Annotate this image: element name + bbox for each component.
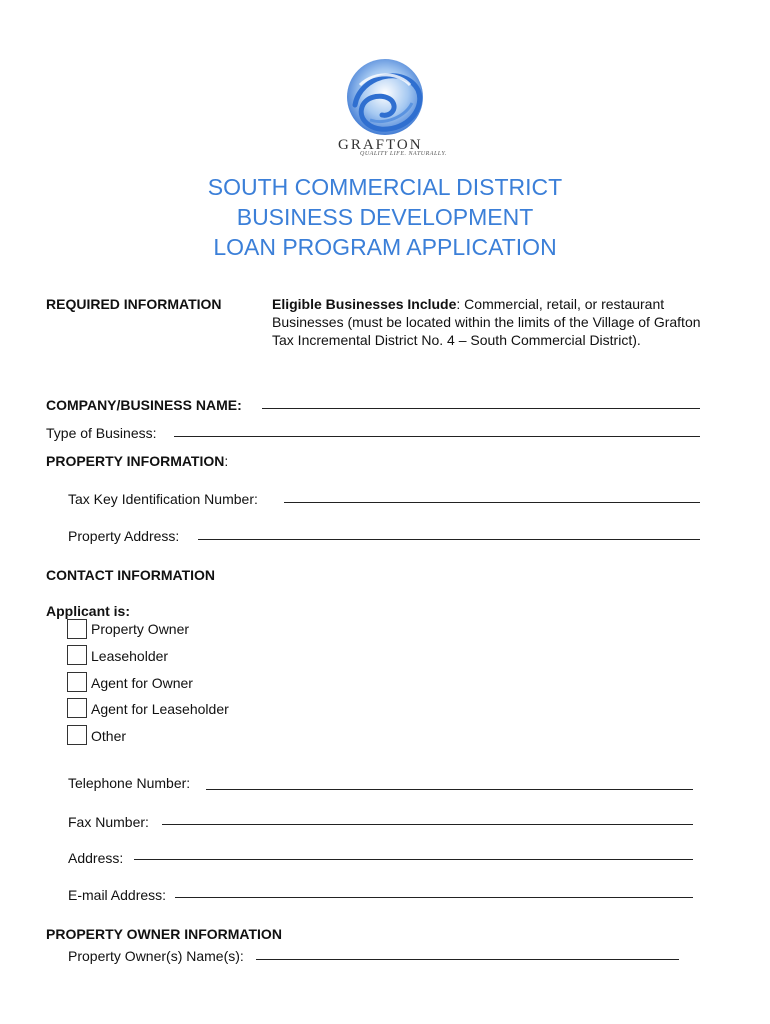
required-info-heading: REQUIRED INFORMATION (46, 296, 222, 312)
email-label: E-mail Address: (68, 887, 167, 903)
checkbox-other[interactable] (67, 725, 87, 745)
checkbox-agent-for-leaseholder[interactable] (67, 698, 87, 718)
option-property-owner-label: Property Owner (91, 621, 190, 637)
company-name-label: COMPANY/BUSINESS NAME: (46, 397, 242, 413)
applicant-is-label: Applicant is: (46, 603, 131, 619)
document-title (0, 172, 770, 262)
option-other-label: Other (91, 728, 127, 744)
logo-brand: GRAFTON (338, 137, 423, 153)
company-name-field[interactable] (262, 408, 700, 409)
eligible-label: Eligible Businesses Include (272, 296, 457, 312)
tax-key-label: Tax Key Identification Number: (68, 491, 258, 507)
option-agent-for-owner-label: Agent for Owner (91, 675, 193, 691)
email-field[interactable] (175, 897, 693, 898)
eligible-description: : Commercial, retail, or restaurant Businesses (must be located within the limits of the Village of Grafton Tax Incremental District No. 4 – South Commercial District). (272, 296, 701, 348)
property-owner-info-heading: PROPERTY OWNER INFORMATION (46, 926, 282, 942)
property-owner-names-label: Property Owner(s) Name(s): (68, 948, 244, 964)
address-label: Address: (68, 850, 124, 866)
option-agent-for-leaseholder-label: Agent for Leaseholder (91, 701, 229, 717)
checkbox-leaseholder[interactable] (67, 645, 87, 665)
title-line-1: SOUTH COMMERCIAL DISTRICT (207, 174, 563, 200)
property-address-label: Property Address: (68, 528, 180, 544)
eligible-businesses-text (272, 295, 722, 349)
logo-tagline: QUALITY LIFE. NATURALLY. (360, 151, 447, 157)
type-of-business-field[interactable] (174, 436, 700, 437)
checkbox-agent-for-owner[interactable] (67, 672, 87, 692)
property-info-heading (46, 452, 228, 470)
address-field[interactable] (134, 859, 693, 860)
option-leaseholder-label: Leaseholder (91, 648, 169, 664)
telephone-field[interactable] (206, 789, 693, 790)
property-address-field[interactable] (198, 539, 700, 540)
title-line-3: LOAN PROGRAM APPLICATION (213, 234, 557, 260)
type-of-business-label: Type of Business: (46, 425, 157, 441)
checkbox-property-owner[interactable] (67, 619, 87, 639)
property-info-colon: : (224, 453, 229, 469)
contact-info-heading: CONTACT INFORMATION (46, 567, 216, 583)
fax-field[interactable] (162, 824, 693, 825)
title-line-2: BUSINESS DEVELOPMENT (236, 204, 534, 230)
fax-label: Fax Number: (68, 814, 149, 830)
property-owner-names-field[interactable] (256, 959, 679, 960)
property-info-label: PROPERTY INFORMATION (46, 453, 225, 469)
telephone-label: Telephone Number: (68, 775, 191, 791)
tax-key-field[interactable] (284, 502, 700, 503)
